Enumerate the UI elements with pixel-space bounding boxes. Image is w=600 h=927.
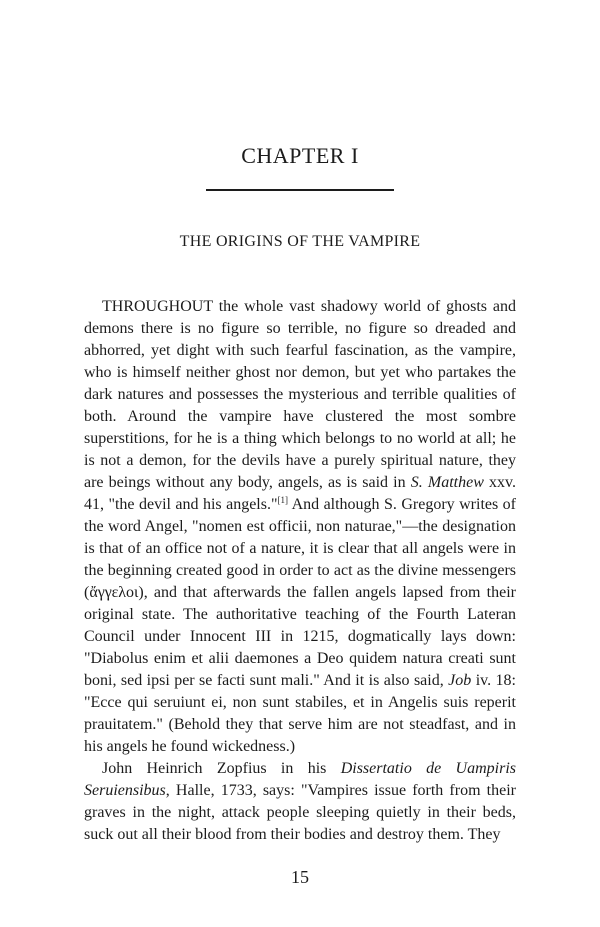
paragraph-1 bbox=[84, 296, 516, 758]
text-run: , Halle, 1733, says: "Vampires issue forth from their graves in the night, attack people sleeping quietly in their beds, suck out all their blood from their bodies and destroy them. They bbox=[84, 782, 516, 843]
italic-reference: Job bbox=[448, 672, 472, 689]
paragraph-2 bbox=[84, 758, 516, 846]
text-run: THROUGHOUT the whole vast shadowy world of ghosts and demons there is no figure so terrible, no figure so dreaded and abhorred, yet dight with such fearful fascination, as the vampire, who is himself neither ghost nor demon, but yet who partakes the dark natures and possesses the mysterious and terrible qualities of both. Around the vampire have clustered the most sombre superstitions, for he is a thing which belongs to no world at all; he is not a demon, for the devils have a purely spiritual nature, they are beings without any body, angels, as is said in bbox=[84, 298, 516, 491]
text-run: xxv. 41, "the devil and his angels." bbox=[84, 474, 516, 513]
footnote-marker[interactable]: [1] bbox=[277, 495, 288, 505]
section-title: THE ORIGINS OF THE VAMPIRE bbox=[179, 233, 421, 250]
text-run: And although S. Gregory writes of the word Angel, "nomen est officii, non naturae,"—the designation is that of an office not of a nature, it is clear that all angels were in the beginning created good in order to act as the divine messengers (ἄγγελοι), and that afterwards the fallen angels lapsed from their original state. The authoritative teaching of the Fourth Lateran Council under Innocent III in 1215, dogmatically lays down: "Diabolus enim et alii daemones a Deo quidem natura creati sunt boni, sed ipsi per se facti sunt mali." And it is also said, bbox=[84, 496, 516, 689]
page-number: 15 bbox=[291, 867, 309, 887]
body-text bbox=[84, 296, 516, 846]
italic-title: Dissertatio de Uampiris Seruiensibus bbox=[84, 760, 517, 799]
text-run: John Heinrich Zopfius in his bbox=[102, 760, 341, 777]
chapter-title: CHAPTER I bbox=[241, 143, 359, 168]
chapter-divider bbox=[206, 189, 394, 191]
italic-reference: S. Matthew bbox=[410, 474, 484, 491]
text-run: iv. 18: "Ecce qui seruiunt ei, non sunt stabiles, et in Angelis suis reperit prauitatem." (Behold they that serve him are not steadfast, and in his angels he found wickedness.) bbox=[84, 672, 516, 755]
